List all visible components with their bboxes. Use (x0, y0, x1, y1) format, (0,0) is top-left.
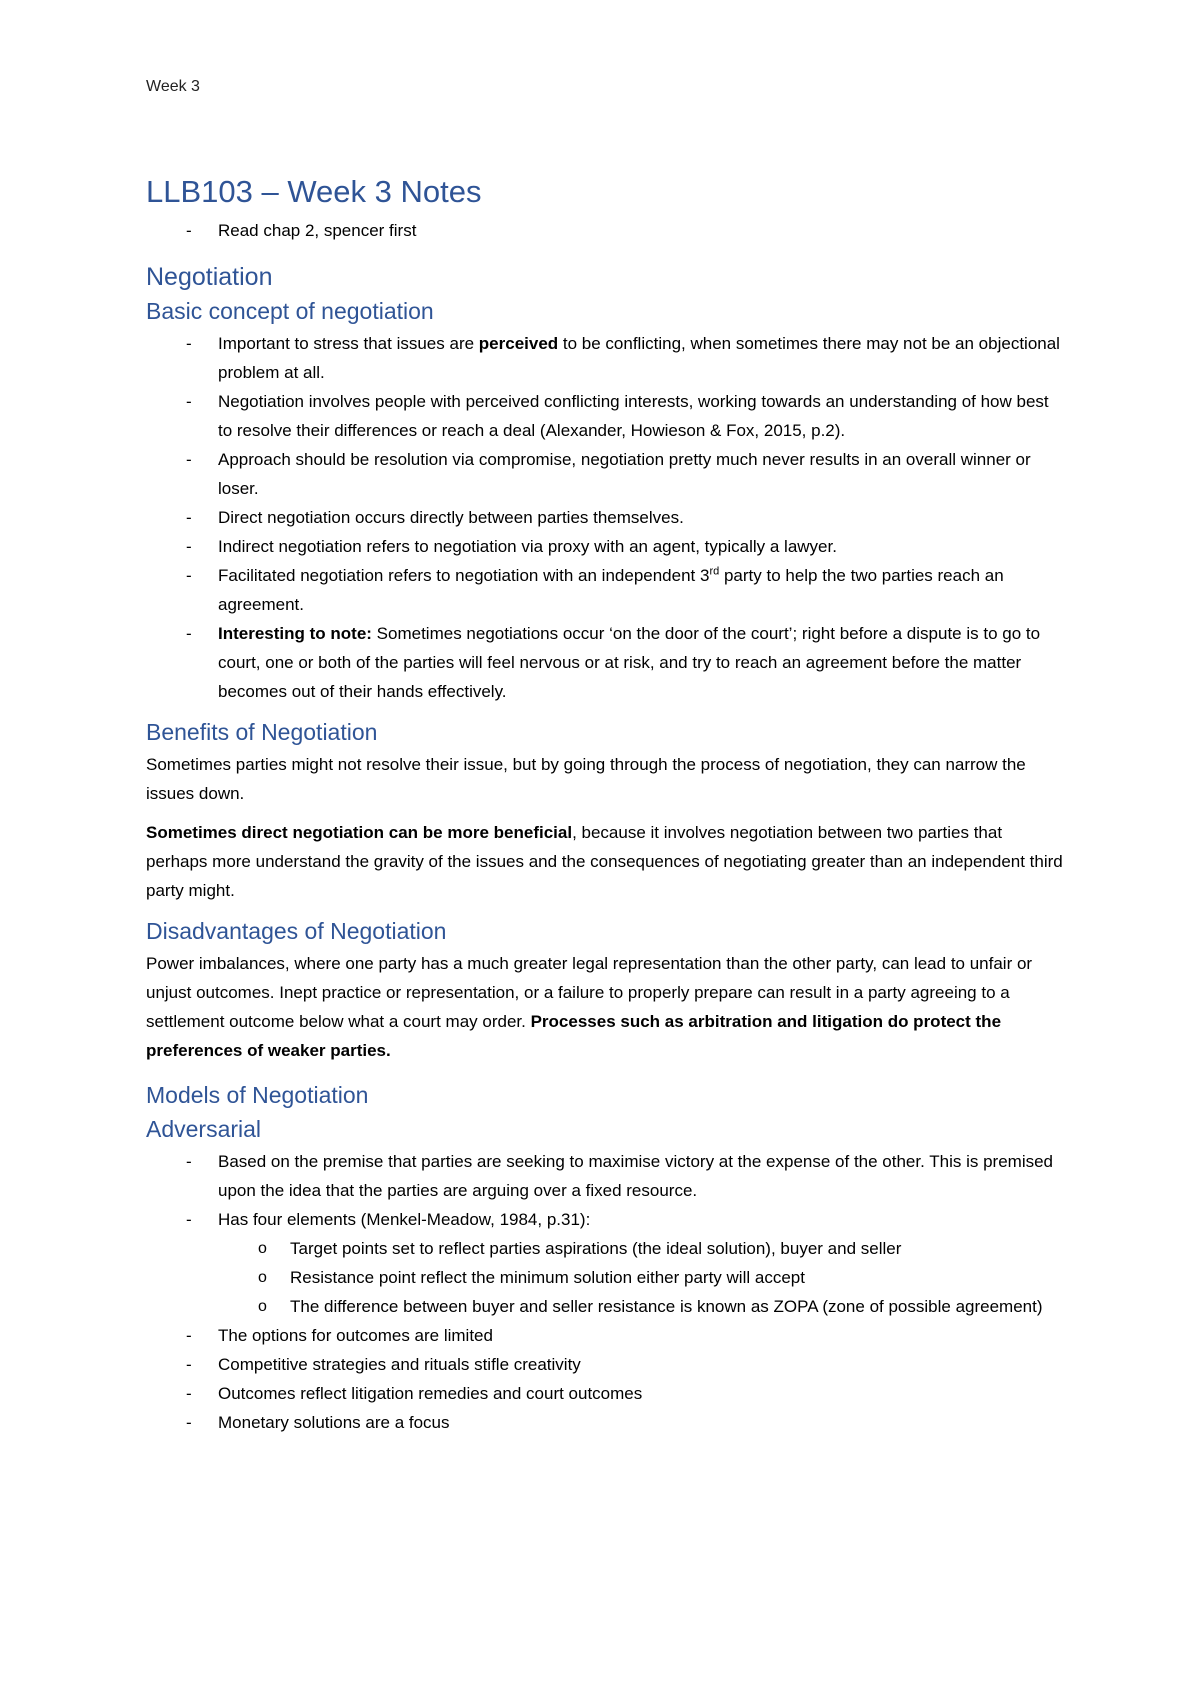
heading-models: Models of Negotiation (146, 1082, 369, 1108)
heading-negotiation: Negotiation (146, 263, 273, 291)
list-item: - Competitive strategies and rituals stifle creativity (146, 1350, 1066, 1379)
list-item: - Based on the premise that parties are seeking to maximise victory at the expense of the other. This is premised upon the idea that the parties are arguing over a fixed resource. (146, 1147, 1066, 1205)
adversarial-list (146, 1147, 1066, 1437)
list-item: - Facilitated negotiation refers to negotiation with an independent 3rd party to help the two parties reach an agreement. (146, 561, 1066, 619)
document-body (146, 172, 1066, 1437)
heading-benefits: Benefits of Negotiation (146, 719, 378, 745)
page-header: Week 3 (146, 78, 200, 95)
heading-adversarial: Adversarial (146, 1116, 262, 1142)
benefits-paragraph-2: Sometimes direct negotiation can be more beneficial, because it involves negotiation between two parties that perhaps more understand the gravity of the issues and the consequences of negotiating greater than an independent third party might. (146, 823, 1063, 900)
list-item: - Direct negotiation occurs directly between parties themselves. (146, 503, 1066, 532)
list-item: - Read chap 2, spencer first (146, 216, 1066, 245)
sub-list-item: o Target points set to reflect parties aspirations (the ideal solution), buyer and seller (218, 1234, 1066, 1263)
sub-list-item: o The difference between buyer and seller resistance is known as ZOPA (zone of possible agreement) (218, 1292, 1066, 1321)
list-item: - Important to stress that issues are perceived to be conflicting, when sometimes there may not be an objectional problem at all. (146, 329, 1066, 387)
disadvantages-paragraph: Power imbalances, where one party has a much greater legal representation than the other party, can lead to unfair or unjust outcomes. Inept practice or representation, or a failure to properly prepare can result in a party agreeing to a settlement outcome below what a court may order. Processes such as arbitration and litigation do protect the preferences of weaker parties. (146, 954, 1033, 1060)
list-item: - Monetary solutions are a focus (146, 1408, 1066, 1437)
title-list (146, 216, 1066, 245)
list-item: - Indirect negotiation refers to negotiation via proxy with an agent, typically a lawyer. (146, 532, 1066, 561)
sub-list-item: o Resistance point reflect the minimum solution either party will accept (218, 1263, 1066, 1292)
list-item: - Interesting to note: Sometimes negotiations occur ‘on the door of the court’; right before a dispute is to go to court, one or both of the parties will feel nervous or at risk, and try to reach an agreement before the matter becomes out of their hands effectively. (146, 619, 1066, 706)
list-item: - Approach should be resolution via compromise, negotiation pretty much never results in an overall winner or loser. (146, 445, 1066, 503)
basic-concept-list (146, 329, 1066, 706)
heading-disadvantages: Disadvantages of Negotiation (146, 918, 447, 944)
list-item: - Negotiation involves people with perceived conflicting interests, working towards an understanding of how best to resolve their differences or reach a deal (Alexander, Howieson & Fox, 2015, p.2). (146, 387, 1066, 445)
list-item: - The options for outcomes are limited (146, 1321, 1066, 1350)
sub-list (218, 1234, 1066, 1321)
list-item: - Outcomes reflect litigation remedies and court outcomes (146, 1379, 1066, 1408)
heading-basic-concept: Basic concept of negotiation (146, 298, 434, 324)
page-title: LLB103 – Week 3 Notes (146, 174, 482, 209)
list-item: - Has four elements (Menkel-Meadow, 1984, p.31): o Target points set to reflect parties aspirations (the ideal solution), buyer and seller o Resistance point reflect the minimum solution either party will accept o The difference between buyer and seller resistance is known as ZOPA (zone of possible agreement) (146, 1205, 1066, 1321)
benefits-paragraph-1: Sometimes parties might not resolve their issue, but by going through the process of negotiation, they can narrow the issues down. (146, 755, 1026, 803)
